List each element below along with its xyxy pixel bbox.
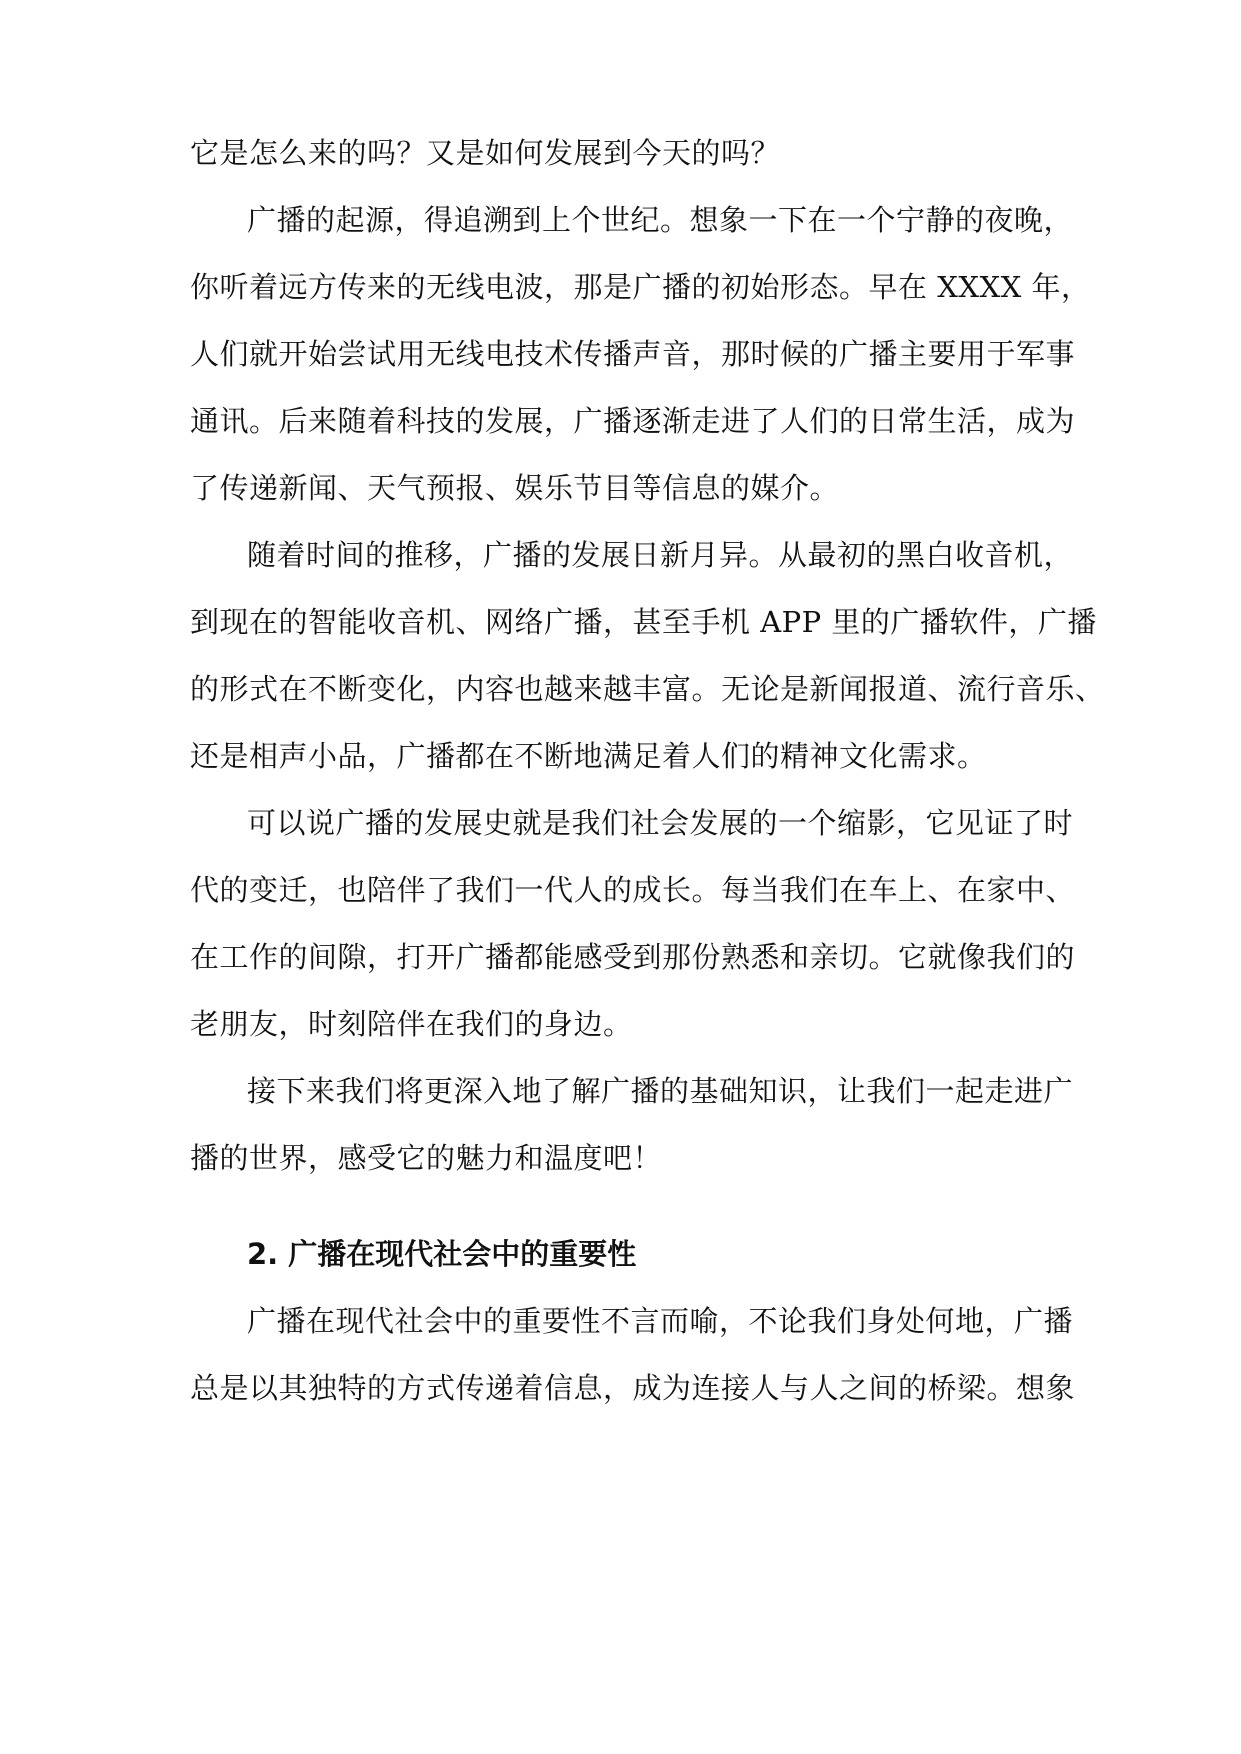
paragraph-line: 播的世界，感受它的魅力和温度吧！: [190, 1141, 663, 1175]
paragraph-line: 接下来我们将更深入地了解广播的基础知识，让我们一起走进广: [247, 1074, 1074, 1108]
paragraph-line: 通讯。后来随着科技的发展，广播逐渐走进了人们的日常生活，成为: [190, 404, 1076, 438]
paragraph-line: 广播的起源，得追溯到上个世纪。想象一下在一个宁静的夜晚，: [247, 203, 1074, 237]
paragraph-line: 了传递新闻、天气预报、娱乐节目等信息的媒介。: [190, 471, 840, 505]
paragraph-line: 你听着远方传来的无线电波，那是广播的初始形态。早在 XXXX 年，: [190, 270, 1091, 304]
paragraph-line: 老朋友，时刻陪伴在我们的身边。: [190, 1007, 633, 1041]
section-heading: 2. 广播在现代社会中的重要性: [247, 1237, 637, 1271]
paragraph-line: 到现在的智能收音机、网络广播，甚至手机 APP 里的广播软件，广播: [190, 605, 1097, 639]
paragraph-line: 在工作的间隙，打开广播都能感受到那份熟悉和亲切。它就像我们的: [190, 940, 1076, 974]
paragraph-line: 广播在现代社会中的重要性不言而喻，不论我们身处何地，广播: [247, 1304, 1074, 1338]
paragraph-line: 代的变迁，也陪伴了我们一代人的成长。每当我们在车上、在家中、: [190, 873, 1076, 907]
paragraph-line: 它是怎么来的吗？又是如何发展到今天的吗？: [190, 136, 781, 170]
paragraph-line: 随着时间的推移，广播的发展日新月异。从最初的黑白收音机，: [247, 538, 1074, 572]
paragraph-line: 可以说广播的发展史就是我们社会发展的一个缩影，它见证了时: [247, 806, 1074, 840]
paragraph-line: 还是相声小品，广播都在不断地满足着人们的精神文化需求。: [190, 739, 987, 773]
paragraph-line: 人们就开始尝试用无线电技术传播声音，那时候的广播主要用于军事: [190, 337, 1076, 371]
paragraph-line: 的形式在不断变化，内容也越来越丰富。无论是新闻报道、流行音乐、: [190, 672, 1105, 706]
paragraph-line: 总是以其独特的方式传递着信息，成为连接人与人之间的桥梁。想象: [190, 1371, 1076, 1405]
